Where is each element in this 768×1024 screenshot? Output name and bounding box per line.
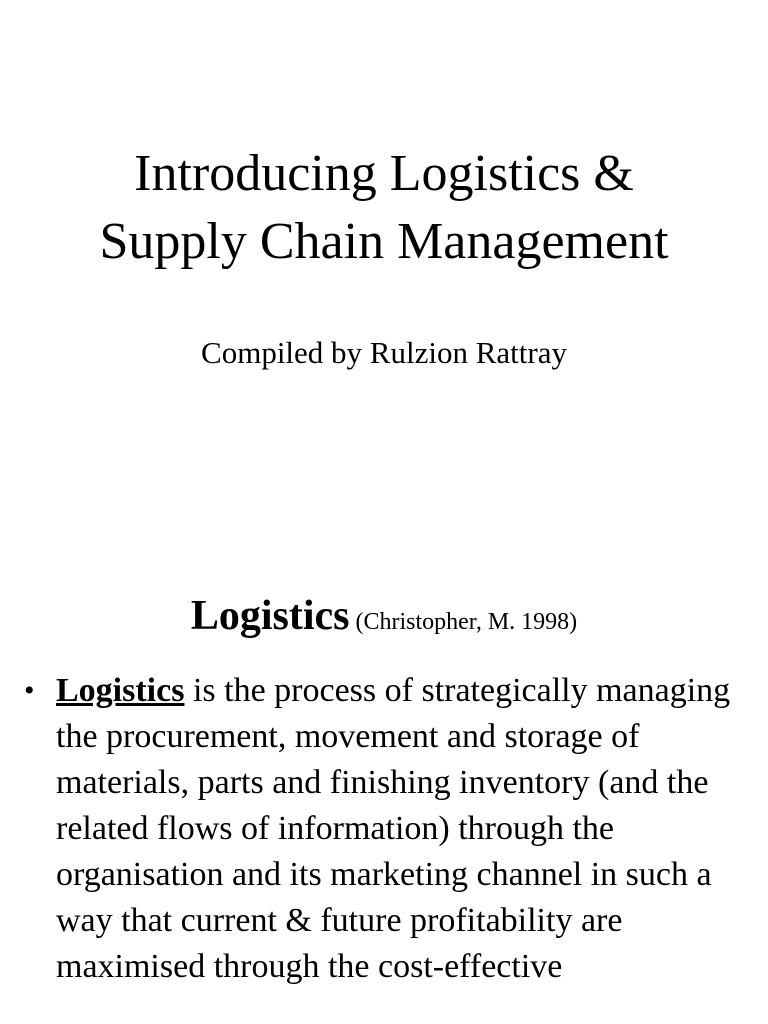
slide-title-line-2: Supply Chain Management	[99, 213, 669, 270]
bullet-paragraph	[56, 668, 736, 990]
bullet-term: Logistics	[56, 672, 185, 709]
slide-subtitle: Compiled by Rulzion Rattray	[201, 335, 567, 370]
slide-heading	[0, 592, 768, 640]
bullet-body: is the process of strategically managing the procurement, movement and storage of materials, parts and finishing inventory (and the related flows of information) through the organisation and its marketing channel in such a way that current & future profitability are maximised through the cost-effective	[56, 672, 731, 985]
slide-title	[0, 140, 768, 276]
bullet-icon: •	[24, 674, 35, 707]
logistics-slide	[0, 512, 768, 1024]
heading-title: Logistics	[190, 593, 350, 639]
heading-citation: (Christopher, M. 1998)	[355, 609, 578, 635]
slide-title-line-1: Introducing Logistics &	[134, 145, 634, 202]
